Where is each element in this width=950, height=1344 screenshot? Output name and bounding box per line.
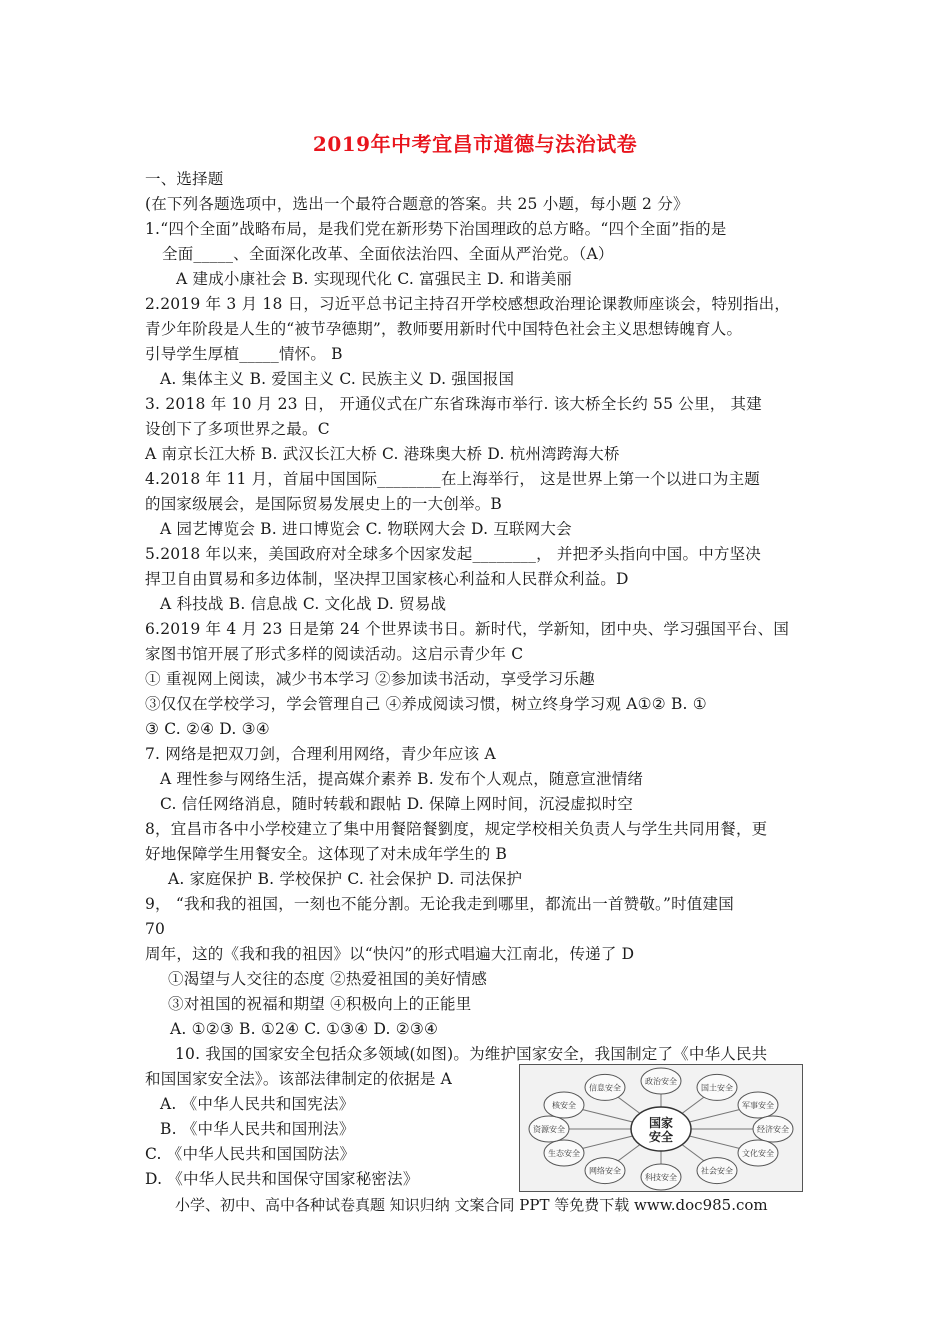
text-line: 2.2019 年 3 月 18 日，习近平总书记主持召开学校感想政治理论课教师座谈会，特别指出， [145, 295, 791, 313]
diagram-node-label: 经济安全 [757, 1125, 789, 1134]
diagram-node-label: 网络安全 [589, 1166, 621, 1176]
diagram-center-label: 安全 [648, 1130, 674, 1144]
text-line: A 理性参与网络生活，提高媒介素养 B. 发布个人观点，随意宣泄情绪 [160, 770, 644, 788]
page-title: 2019年中考宜昌市道德与法治试卷 [312, 132, 638, 156]
text-line: 周年，这的《我和我的祖因》以“快闪”的形式唱遍大江南北，传递了 D [145, 945, 635, 963]
text-line: 好地保障学生用餐安全。这体现了对未成年学生的 B [145, 845, 508, 863]
text-line: ① 重视网上阅读，减少书本学习 ②参加读书活动，享受学习乐趣 [145, 670, 595, 688]
text-line: 设创下了多项世界之最。C [145, 420, 330, 438]
text-line: A. 集体主义 B. 爱国主义 C. 民族主义 D. 强国报国 [160, 370, 515, 388]
text-line: A 建成小康社会 B. 实现现代化 C. 富强民主 D. 和谐美丽 [176, 270, 573, 288]
diagram-node-label: 文化安全 [741, 1149, 774, 1158]
diagram-center-label: 国家 [648, 1116, 674, 1130]
text-line: ①渴望与人交往的态度 ②热爱祖国的美好情感 [168, 970, 488, 988]
text-line: A. ①②③ B. ①2④ C. ①③④ D. ②③④ [170, 1020, 439, 1038]
text-line: 的国家级展会，是国际贸易发展史上的一大创举。B [145, 495, 502, 513]
text-line: A 南京长江大桥 B. 武汉长江大桥 C. 港珠奥大桥 D. 杭州湾跨海大桥 [145, 445, 620, 463]
diagram-node-label: 军事安全 [741, 1101, 774, 1110]
diagram-node-label: 政治安全 [645, 1077, 677, 1086]
text-line: (在下列各题选项中，选出一个最符合题意的答案。共 25 小题，每小题 2 分》 [145, 195, 689, 213]
text-line: 6.2019 年 4 月 23 日是第 24 个世界读书日。新时代，学新知，团中央、学习强国平台、国 [145, 620, 790, 638]
text-line: A. 家庭保护 B. 学校保护 C. 社会保护 D. 司法保护 [168, 870, 523, 888]
text-line: 青少年阶段是人生的“被节孕德期”，教师要用新时代中国特色社会主义思想铸魄育人。 [145, 320, 743, 338]
diagram-node-label: 国土安全 [701, 1083, 733, 1093]
text-line: ③对祖国的祝福和期望 ④积极向上的正能里 [168, 995, 472, 1013]
text-line: A. 《中华人民共和国宪法》 [160, 1095, 355, 1113]
text-line: 8，宜昌市各中小学校建立了集中用餐陪餐劉度，规定学校相关负责人与学生共同用餐，更 [145, 820, 768, 838]
text-line: 家图书馆开展了形式多样的阅读活动。这启示青少年 C [145, 645, 524, 663]
diagram-node-label: 社会安全 [701, 1166, 733, 1176]
text-line: C. 信任网络消息，随时转载和跟帖 D. 保障上网时间，沉浸虚拟时空 [160, 795, 634, 813]
text-line: ③仅仅在学校学习，学会管理自己 ④养成阅读习惯，树立终身学习观 A①② B. ① [145, 695, 707, 713]
text-line: 70 [145, 920, 166, 938]
text-line: 7. 网络是把双刀剑，合理利用网络，青少年应该 A [145, 745, 496, 763]
diagram-node-label: 信息安全 [589, 1083, 621, 1093]
text-line: 全面_____、全面深化改革、全面依法治四、全面从严治党。（A） [162, 245, 614, 263]
text-line: 4.2018 年 11 月，首届中国国际________在上海举行， 这是世界上第一个以进口为主题 [145, 470, 760, 488]
national-security-diagram [519, 1064, 803, 1192]
text-line: D. 《中华人民共和国保守国家秘密法》 [145, 1170, 419, 1188]
text-line: 一、选择题 [145, 170, 224, 188]
footer-text: 小学、初中、高中各种试卷真题 知识归纳 文案合同 PPT 等免费下载 www.doc985.com [175, 1196, 768, 1214]
text-line: 9， “我和我的祖国，一刻也不能分割。无论我走到哪里，都流出一首赞敬。”时值建国 [145, 895, 734, 913]
text-line: 捍卫自由買易和多边体制，坚决捍卫国家核心利益和人民群众利益。D [145, 570, 629, 588]
text-line: B. 《中华人民共和国刑法》 [160, 1120, 355, 1138]
diagram-node-label: 资源安全 [533, 1125, 565, 1134]
text-line: C. 《中华人民共和国国防法》 [145, 1145, 356, 1163]
text-line: ③ C. ②④ D. ③④ [145, 720, 270, 738]
diagram-node-label: 核安全 [552, 1101, 577, 1110]
diagram-node-label: 生态安全 [548, 1149, 581, 1158]
diagram-node-label: 科技安全 [645, 1173, 677, 1182]
national-security-diagram-svg [520, 1065, 802, 1191]
text-line: A 园艺博览会 B. 进口博览会 C. 物联网大会 D. 互联网大会 [160, 520, 572, 538]
text-line: 引导学生厚植_____情怀。 B [145, 345, 343, 363]
text-line: 5.2018 年以来，美国政府对全球多个因家发起________， 并把矛头指向中国。中方坚决 [145, 545, 761, 563]
text-line: 3. 2018 年 10 月 23 日， 开通仪式在广东省珠海市举行. 该大桥全长约 55 公里， 其建 [145, 395, 762, 413]
text-line: 10. 我国的国家安全包括众多领域(如图)。为维护国家安全，我国制定了《中华人民共 [175, 1045, 768, 1063]
text-line: A 科技战 B. 信息战 C. 文化战 D. 贸易战 [160, 595, 447, 613]
text-line: 1.“四个全面”战略布局，是我们党在新形势下治国理政的总方略。“四个全面”指的是 [145, 220, 727, 238]
text-line: 和国国家安全法》。该部法律制定的依据是 A [145, 1070, 453, 1088]
